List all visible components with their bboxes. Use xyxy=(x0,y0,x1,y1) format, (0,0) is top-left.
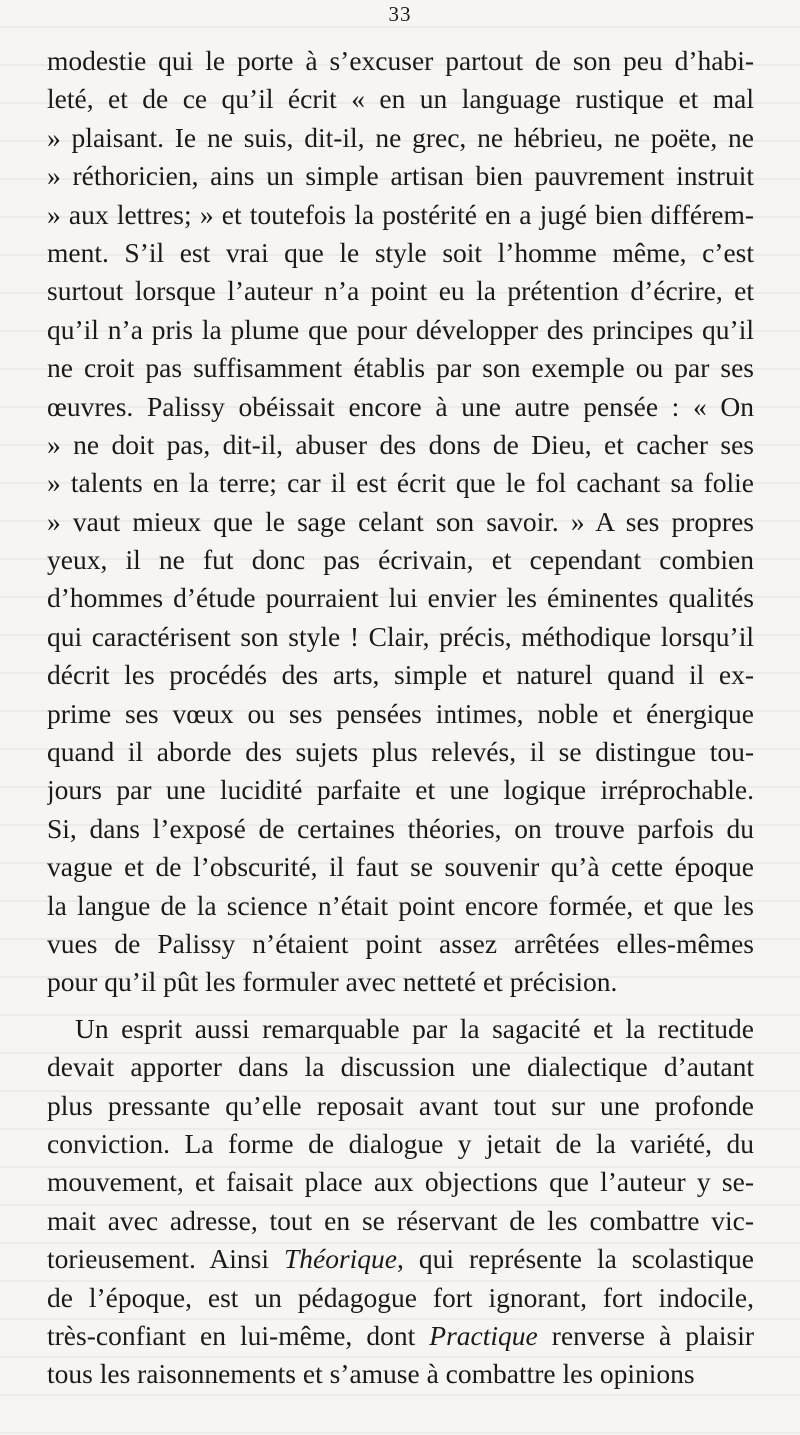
text-line: » réthoricien, ains un simple artisan bien pauvrement instruit xyxy=(47,160,754,192)
text-line: mait avec adresse, tout en se réservant de les combattre vic- xyxy=(47,1204,754,1236)
text-line: modestie qui le porte à s’excuser partout de son peu d’habi- xyxy=(47,45,754,76)
text-line: leté, et de ce qu’il écrit « en un language rustique et mal xyxy=(47,83,754,115)
text-line: mouvement, et faisait place aux objections que l’auteur y se- xyxy=(47,1166,754,1198)
text-line: » ne doit pas, dit-il, abuser des dons de Dieu, et cacher ses xyxy=(47,428,754,460)
page-number: 33 xyxy=(388,2,412,26)
text-line: vues de Palissy n’étaient point assez arrêtées elles-mêmes xyxy=(47,927,754,959)
text-line: Un esprit aussi remarquable par la sagacité et la rectitude xyxy=(75,1012,754,1044)
text-line: devait apporter dans la discussion une dialectique d’autant xyxy=(47,1051,754,1083)
text-line: de l’époque, est un pédagogue fort ignorant, fort indocile, xyxy=(47,1281,754,1313)
text-line: ne croit pas suffisamment établis par son exemple ou par ses xyxy=(47,352,754,384)
paragraph xyxy=(47,42,754,1002)
text-line: quand il aborde des sujets plus relevés, il se distingue tou- xyxy=(47,736,754,768)
text-line: œuvres. Palissy obéissait encore à une autre pensée : « On xyxy=(47,390,754,422)
text-line: yeux, il ne fut donc pas écrivain, et cependant combien xyxy=(47,544,754,576)
text-line: Si, dans l’exposé de certaines théories, on trouve parfois du xyxy=(47,812,754,844)
text-line: ment. S’il est vrai que le style soit l’homme même, c’est xyxy=(47,236,754,268)
text-line: d’hommes d’étude pourraient lui envier les éminentes qualités xyxy=(47,582,754,614)
text-line: tous les raisonnements et s’amuse à combattre les opinions xyxy=(47,1358,695,1390)
text-line: torieusement. Ainsi Théorique, qui représente la scolastique xyxy=(47,1243,754,1275)
text-line: » talents en la terre; car il est écrit que le fol cachant sa folie xyxy=(47,467,754,499)
text-line: » aux lettres; » et toutefois la postérité en a jugé bien différem- xyxy=(47,198,754,230)
paragraph-gap xyxy=(47,1002,754,1010)
text-line: qu’il n’a pris la plume que pour développer des principes qu’il xyxy=(47,313,754,345)
text-line: prime ses vœux ou ses pensées intimes, noble et énergique xyxy=(47,697,754,729)
text-line: décrit les procédés des arts, simple et naturel quand il ex- xyxy=(47,659,754,691)
paragraph xyxy=(47,1010,754,1394)
text-line: » plaisant. Ie ne suis, dit-il, ne grec, ne hébrieu, ne poëte, ne xyxy=(47,121,754,153)
text-line: qui caractérisent son style ! Clair, précis, méthodique lorsqu’il xyxy=(47,620,754,652)
text-line: plus pressante qu’elle reposait avant tout sur une profonde xyxy=(47,1089,754,1121)
text-line: pour qu’il pût les formuler avec netteté et précision. xyxy=(47,966,618,998)
text-line: la langue de la science n’était point encore formée, et que les xyxy=(47,889,754,921)
text-line: vague et de l’obscurité, il faut se souvenir qu’à cette époque xyxy=(47,851,754,883)
italic-term: Théorique xyxy=(283,1243,398,1275)
italic-term: Practique xyxy=(429,1319,538,1351)
body-text xyxy=(47,42,754,1394)
text-line: conviction. La forme de dialogue y jetait de la variété, du xyxy=(47,1127,754,1159)
text-line: surtout lorsque l’auteur n’a point eu la prétention d’écrire, et xyxy=(47,275,754,307)
text-line: jours par une lucidité parfaite et une logique irréprochable. xyxy=(47,774,754,806)
text-line: très-confiant en lui-même, dont Practique renverse à plaisir xyxy=(47,1319,754,1351)
text-line: » vaut mieux que le sage celant son savoir. » A ses propres xyxy=(47,505,754,537)
